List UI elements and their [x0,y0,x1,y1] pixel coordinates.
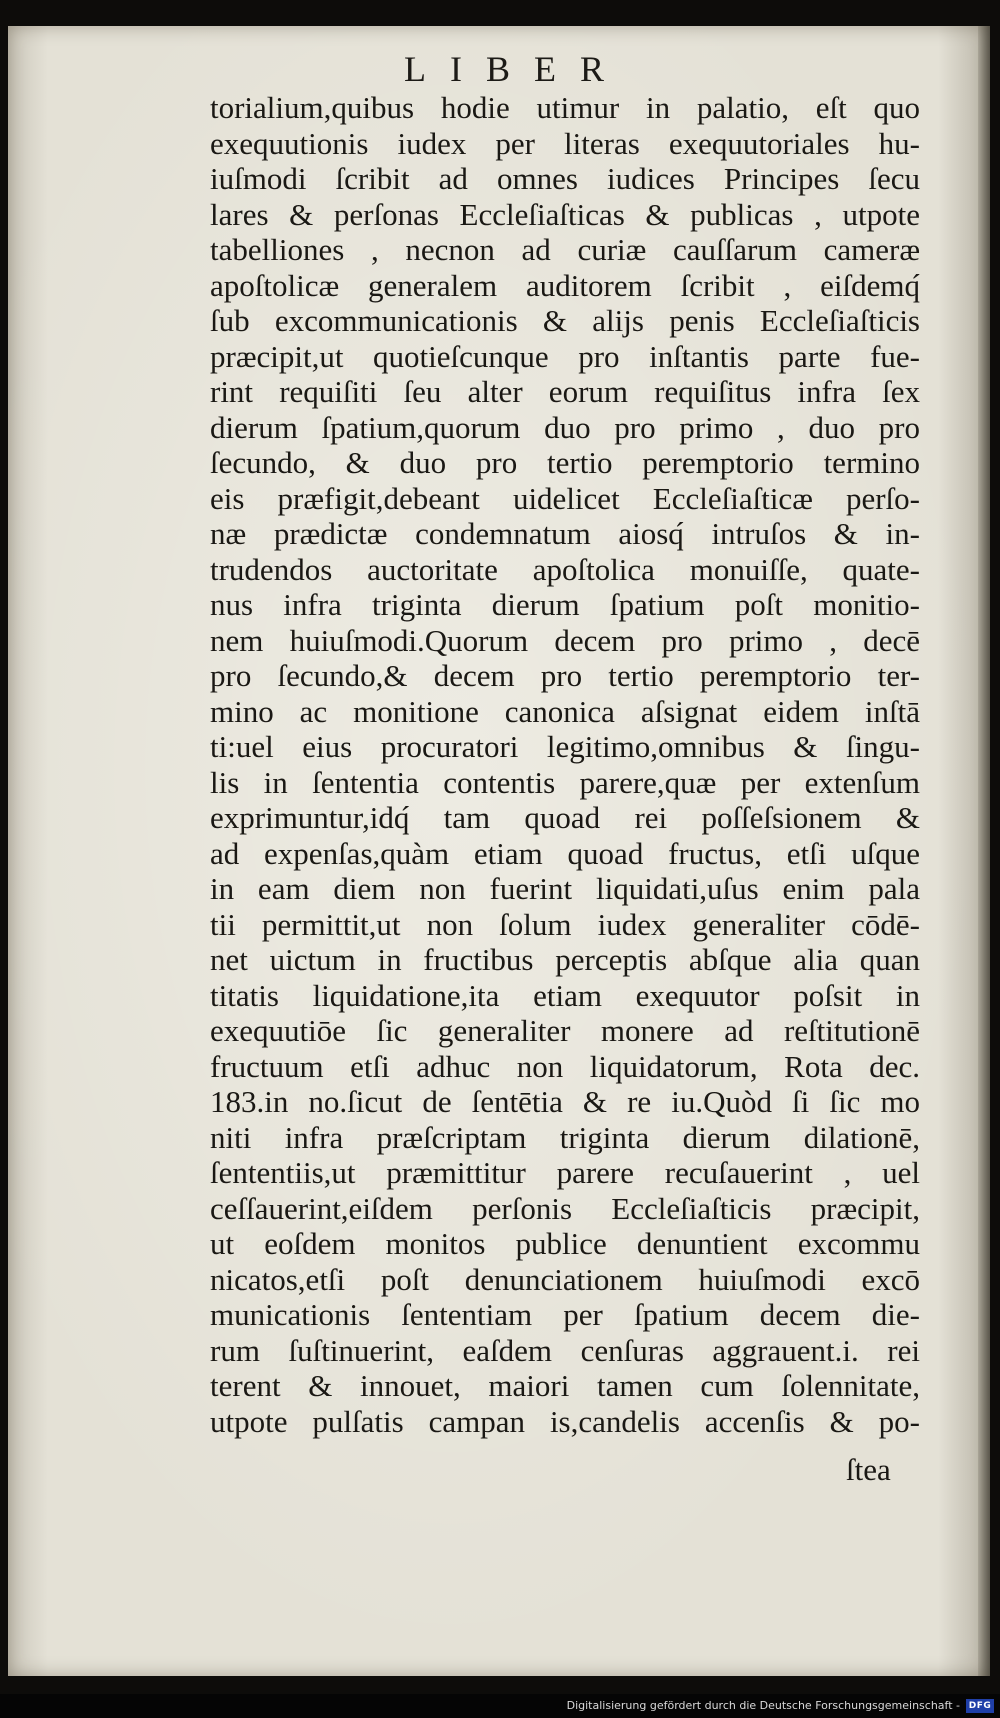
dfg-logo: DFG [966,1699,994,1713]
text-line: nem huiuſmodi.Quorum decem pro primo , decē [210,622,920,658]
text-line: pro ſecundo,& decem pro tertio peremptorio ter- [210,658,920,693]
text-line: ſub excommunicationis & alijs penis Eccleſiaſticis [210,303,920,338]
text-line: mino ac monitione canonica aſsignat eidem inſtā [210,693,920,729]
text-line: næ prædictæ condemnatum aiosq́ intruſos & in- [210,516,920,551]
text-line: in eam diem non fuerint liquidati,uſus enim pala [210,871,920,906]
text-line: municationis ſententiam per ſpatium decem die- [210,1297,920,1332]
text-line: ſententiis,ut præmittitur parere recuſauerint , uel [210,1155,920,1190]
text-line: utpote pulſatis campan is,candelis accenſis & po- [210,1403,920,1439]
text-line: ti:uel eius procuratori legitimo,omnibus & ſingu- [210,729,920,764]
footer-bar [0,1694,1000,1718]
text-line: niti infra præſcriptam triginta dierum dilationē, [210,1119,920,1155]
text-line: exequutionis iudex per literas exequutoriales hu- [210,125,920,161]
text-line: ut eoſdem monitos publice denuntient excommu [210,1226,920,1261]
text-line: fructuum etſi adhuc non liquidatorum, Rota dec. [210,1048,920,1084]
text-line: net uictum in fructibus perceptis abſque alia quan [210,942,920,977]
text-line: exequutiōe ſic generaliter monere ad reſtitutionē [210,1013,920,1048]
text-line: ad expenſas,quàm etiam quoad fructus, etſi uſque [210,835,920,871]
text-line: eis præfigit,debeant uidelicet Eccleſiaſticæ perſo- [210,480,920,516]
text-line: ceſſauerint,eiſdem perſonis Eccleſiaſticis præcipit, [210,1190,920,1226]
text-line: lis in ſententia contentis parere,quæ per extenſum [210,764,920,800]
running-head: LIBER [404,49,628,89]
text-line: dierum ſpatium,quorum duo pro primo , duo pro [210,409,920,445]
text-line: torialium,quibus hodie utimur in palatio, eſt quo [210,90,920,125]
text-line: nus infra triginta dierum ſpatium poſt monitio- [210,587,920,622]
text-line: lares & perſonas Eccleſiaſticas & publicas , utpote [210,196,920,232]
text-line: nicatos,etſi poſt denunciationem huiuſmodi excō [210,1261,920,1297]
text-line: trudendos auctoritate apoſtolica monuiſſe, quate- [210,551,920,587]
text-line: apoſtolicæ generalem auditorem ſcribit , eiſdemq́ [210,267,920,303]
book-page [8,26,990,1676]
text-line: tabelliones , necnon ad curiæ cauſſarum cameræ [210,232,920,267]
text-line: titatis liquidatione,ita etiam exequutor poſsit in [210,977,920,1013]
text-line: iuſmodi ſcribit ad omnes iudices Principes ſecu [210,161,920,196]
page-edge-shadow [978,26,990,1676]
text-line: præcipit,ut quotieſcunque pro inſtantis parte fue- [210,338,920,374]
funding-credit: Digitalisierung gefördert durch die Deutsche Forschungsgemeinschaft - [566,1699,960,1712]
text-line: rint requiſiti ſeu alter eorum requiſitus infra ſex [210,374,920,409]
text-line: rum ſuſtinuerint, eaſdem cenſuras aggrauent.i. rei [210,1332,920,1368]
text-line: exprimuntur,idq́ tam quoad rei poſſeſsionem & [210,800,920,835]
text-line: ſecundo, & duo pro tertio peremptorio termino [210,445,920,480]
catchword: ſtea [846,1452,891,1487]
text-line: 183.in no.ſicut de ſentētia & re iu.Quòd ſi ſic mo [210,1084,920,1119]
body-text [210,90,920,1439]
text-line: tii permittit,ut non ſolum iudex generaliter cōdē- [210,906,920,942]
text-line: terent & innouet, maiori tamen cum ſolennitate, [210,1368,920,1403]
